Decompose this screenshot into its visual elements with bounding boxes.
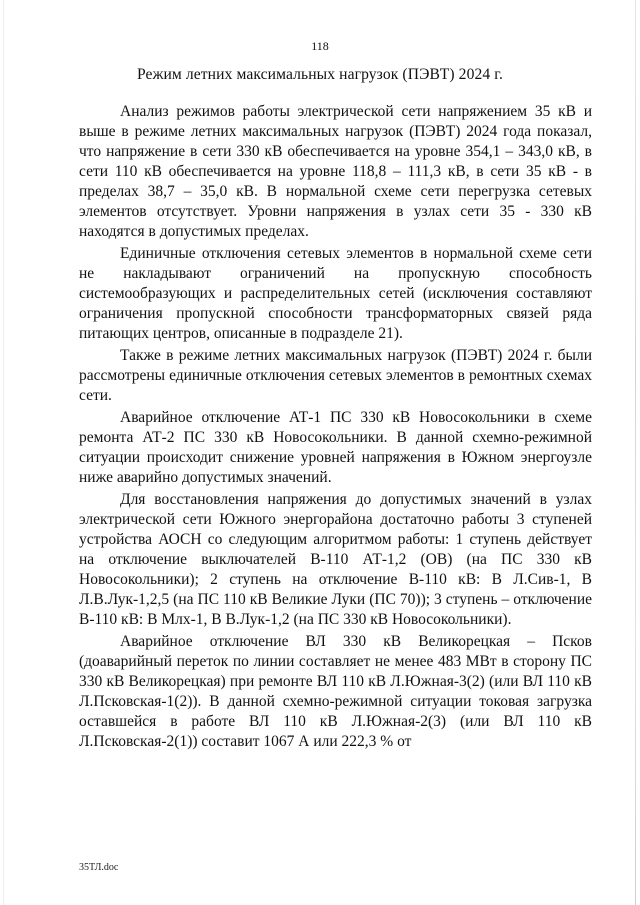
paragraph: Аварийное отключение ВЛ 330 кВ Великорецкая – Псков (доаварийный переток по линии составляет не менее 483 МВт в сторону ПС 330 кВ Великорецкая) при ремонте ВЛ 110 кВ Л.Южная-3(2) (или ВЛ 110 кВ Л.Псковская-1(2)). В данной схемно-режимной ситуации токовая загрузка оставшейся в работе ВЛ 110 кВ Л.Южная-2(3) (или ВЛ 110 кВ Л.Псковская-2(1)) составит 1067 А или 222,3 % от bbox=[79, 633, 592, 750]
page-number: 118 bbox=[311, 39, 329, 53]
paragraph: Для восстановления напряжения до допустимых значений в узлах электрической сети Южного энергорайона достаточно работы 3 ступеней устройства АОСН со следующим алгоритмом работы: 1 ступень действует на отключение выключателей В-110 АТ-1,2 (ОВ) (на ПС 330 кВ Новосокольники); 2 ступень на отключение В-110 кВ: В Л.Сив-1, В Л.В.Лук-1,2,5 (на ПС 110 кВ Великие Луки (ПС 70)); 3 ступень – отключение В-110 кВ: В Млх-1, В В.Лук-1,2 (на ПС 330 кВ Новосокольники). bbox=[79, 491, 592, 628]
section-title: Режим летних максимальных нагрузок (ПЭВТ) 2024 г. bbox=[136, 66, 503, 83]
scan-edge-left bbox=[3, 0, 4, 905]
paragraph: Также в режиме летних максимальных нагрузок (ПЭВТ) 2024 г. были рассмотрены единичные отключения сетевых элементов в ремонтных схемах сети. bbox=[79, 347, 592, 404]
paragraph: Аварийное отключение АТ-1 ПС 330 кВ Новосокольники в схеме ремонта АТ-2 ПС 330 кВ Новосокольники. В данной схемно-режимной ситуации происходит снижение уровней напряжения в Южном энергоузле ниже аварийно допустимых значений. bbox=[79, 409, 592, 486]
paragraph: Анализ режимов работы электрической сети напряжением 35 кВ и выше в режиме летних максимальных нагрузок (ПЭВТ) 2024 года показал, что напряжение в сети 330 кВ обеспечивается на уровне 354,1 – 343,0 кВ, в сети 110 кВ обеспечивается на уровне 118,8 – 111,3 кВ, в сети 35 кВ - в пределах 38,7 – 35,0 кВ. В нормальной схеме сети перегрузка сетевых элементов отсутствует. Уровни напряжения в узлах сети 35 - 330 кВ находятся в допустимых пределах. bbox=[79, 103, 592, 240]
footer-filename: 35ТЛ.doc bbox=[79, 862, 119, 873]
body-text bbox=[79, 102, 592, 752]
paragraph: Единичные отключения сетевых элементов в нормальной схеме сети не накладывают ограничений на пропускную способность системообразующих и распределительных сетей (исключения составляют ограничения пропускной способности трансформаторных связей ряда питающих центров, описанные в подразделе 21). bbox=[79, 245, 592, 342]
scan-edge-right bbox=[635, 0, 636, 905]
